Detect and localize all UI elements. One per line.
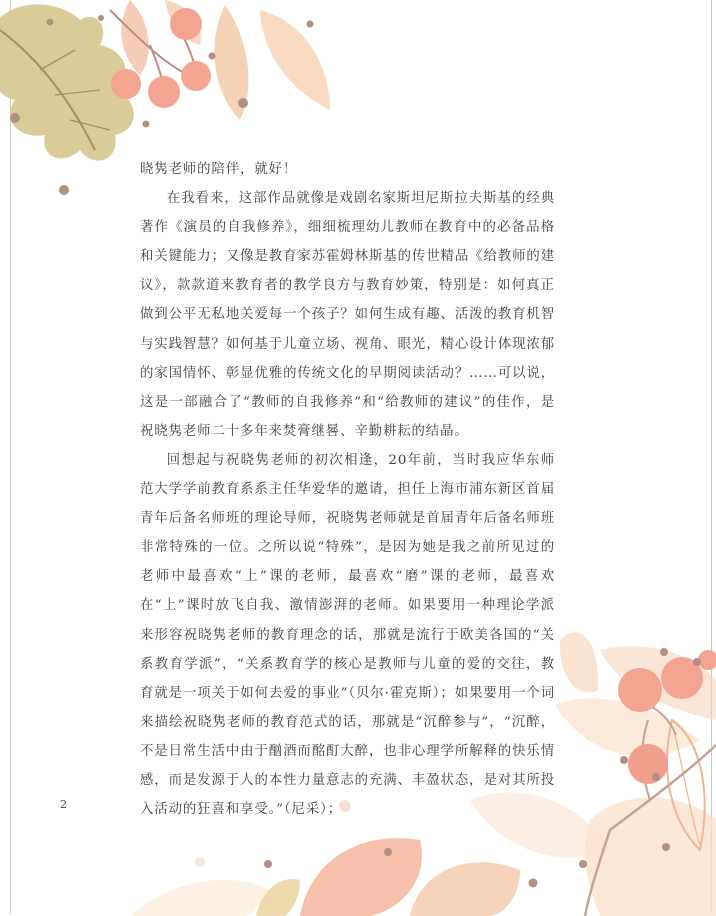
paragraph-continuation: 晓隽老师的陪伴，就好！: [140, 162, 298, 177]
paragraph: 在我看来，这部作品就像是戏剧名家斯坦尼斯拉夫斯基的经典著作《演员的自我修养》，细细梳理幼儿教师在教育中的必备品格和关键能力；又像是教育家苏霍姆林斯基的传世精品《给教师的建议》，款款道来教育者的教学良方与教育妙策，特别是：如何真正做到公平无私地关爱每一个孩子？如何生成有趣、活泼的教育机智与实践智慧？如何基于儿童立场、视角、眼光，精心设计体现浓郁的家国情怀、彰显优雅的传统文化的早期阅读活动？……可以说，这是一部融合了“教师的自我修养”和“给教师的建议”的佳作，是祝晓隽老师二十多年来焚膏继晷、辛勤耕耘的结晶。: [140, 191, 555, 439]
paragraph: 回想起与祝晓隽老师的初次相逢，20年前，当时我应华东师范大学学前教育系系主任华爱华的邀请，担任上海市浦东新区首届青年后备名师班的理论导师，祝晓隽老师就是首届青年后备名师班非常特殊的一位。之所以说“特殊”，是因为她是我之前所见过的老师中最喜欢“上”课的老师，最喜欢“磨”课的老师，最喜欢在“上”课时放飞自我、激情澎湃的老师。如果要用一种理论学派来形容祝晓隽老师的教育理念的话，那就是流行于欧美各国的“关系教育学派”，“关系教育学的核心是教师与儿童的爱的交往，教育就是一项关于如何去爱的事业”（贝尔·霍克斯）；如果要用一个词来描绘祝晓隽老师的教育范式的话，那就是“沉醉参与”，“沉醉，不是日常生活中由于酗酒而酩酊大醉，也非心理学所解释的快乐情感，而是发源于人的本性力量意志的充满、丰盈状态，是对其所投入活动的狂喜和享受。”（尼采）；: [140, 452, 555, 818]
body-text: [140, 155, 555, 824]
page-number: 2: [60, 798, 67, 811]
